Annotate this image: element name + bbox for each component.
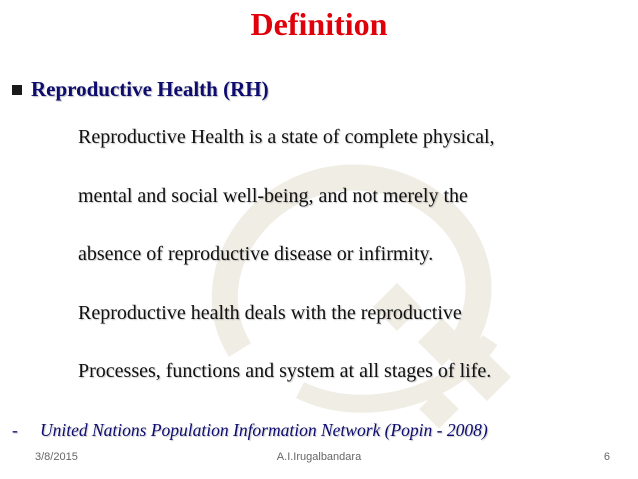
- paragraph-line: absence of reproductive disease or infirmity.: [78, 243, 434, 265]
- footer-author: A.I.Irugalbandara: [276, 451, 362, 463]
- citation-dash: -: [12, 420, 18, 440]
- bullet-heading-text: Reproductive Health (RH): [31, 77, 269, 101]
- page-number: 6: [603, 451, 610, 463]
- footer-date: 3/8/2015: [35, 451, 78, 463]
- paragraph-line: Reproductive Health is a state of complete physical,: [78, 126, 495, 148]
- slide-title: Definition: [250, 6, 388, 42]
- paragraph-line: Processes, functions and system at all stages of life.: [78, 360, 492, 382]
- citation-text: United Nations Population Information Network (Popin - 2008): [40, 420, 488, 440]
- paragraph-line: Reproductive health deals with the reproductive: [78, 301, 462, 324]
- paragraph-line: mental and social well-being, and not merely the: [78, 184, 468, 207]
- square-bullet-icon: [12, 85, 22, 95]
- citation: [12, 418, 488, 442]
- slide-footer: [0, 449, 638, 469]
- bullet-heading: [12, 76, 269, 102]
- definition-paragraph: [78, 124, 495, 417]
